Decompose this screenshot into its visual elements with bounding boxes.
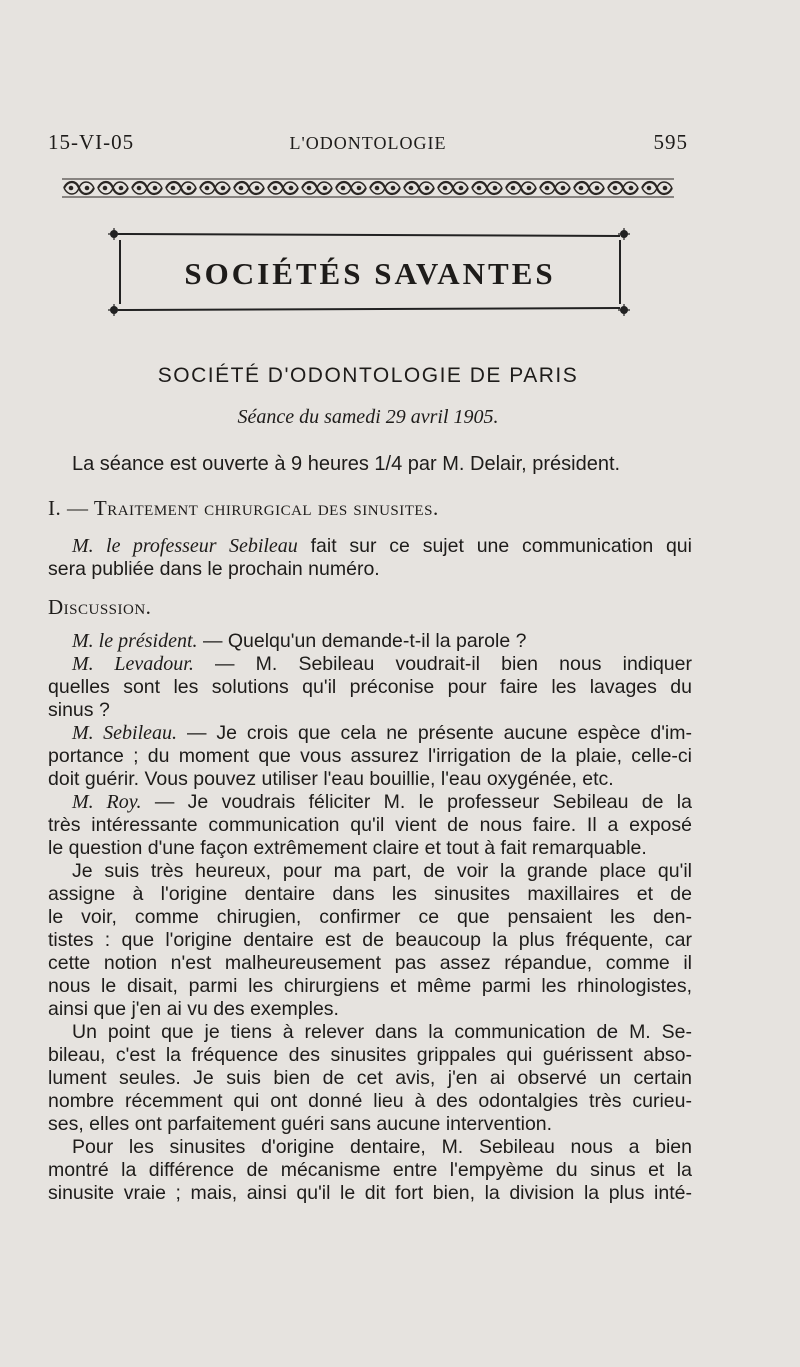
text-line: tistes : que l'origine dentaire est de beaucoup la plus fréquente, car [48, 929, 692, 951]
text-line: très intéressante communication qu'il vient de nous faire. Il a exposé [48, 814, 692, 836]
text-line: Pour les sinusites d'origine dentaire, M. Sebileau nous a bien [72, 1136, 692, 1158]
discussion-heading: Discussion. [48, 596, 152, 619]
text-line: sera publiée dans le prochain numéro. [48, 558, 380, 580]
text-line [48, 653, 692, 676]
text-line: Un point que je tiens à relever dans la communication de M. Se- [72, 1021, 692, 1043]
text-line: cette notion n'est malheureusement pas assez répandue, comme il [48, 952, 692, 974]
line-text: — Je voudrais féliciter M. le professeur Sebileau de la [141, 791, 692, 813]
text-line: bileau, c'est la fréquence des sinusites grippales qui guérissent abso- [48, 1044, 692, 1066]
speaker-name: M. le président. [72, 630, 198, 652]
speaker-name: M. Sebileau. [72, 722, 178, 744]
text-line: nombre récemment qui ont donné lieu à des odontalgies très curieu- [48, 1090, 692, 1112]
text-line: doit guérir. Vous pouvez utiliser l'eau bouillie, l'eau oxygénée, etc. [48, 768, 614, 790]
text-line: nous le disait, parmi les chirurgiens et même parmi les rhinologistes, [48, 975, 692, 997]
journal-title: L'ODONTOLOGIE [289, 133, 447, 153]
text-line: portance ; du moment que vous assurez l'irrigation de la plaie, celle-ci [48, 745, 692, 767]
text-line: assigne à l'origine dentaire dans les sinusites maxillaires et de [48, 883, 692, 905]
text-line: le voir, comme chirugien, confirmer ce que pensaient les den- [48, 906, 692, 928]
speaker-name: M. le professeur Sebileau [72, 535, 298, 557]
item-heading-block [48, 497, 692, 520]
text-line [48, 535, 692, 558]
opening-paragraph [48, 453, 692, 476]
text-line: sinus ? [48, 699, 110, 721]
decorative-ornament-band [62, 178, 674, 198]
society-name: SOCIÉTÉ D'ODONTOLOGIE DE PARIS [157, 364, 579, 387]
opening-line: La séance est ouverte à 9 heures 1/4 par M. Delair, président. [72, 453, 621, 475]
text-line [48, 791, 692, 814]
text-line: le question d'une façon extrêmement claire et tout à fait remarquable. [48, 837, 647, 859]
speaker-name: M. Roy. [72, 791, 142, 813]
text-line: quelles sont les solutions qu'il préconise pour faire les lavages du [48, 676, 692, 698]
communication-paragraph [48, 535, 692, 581]
text-line: ses, elles ont parfaitement guéri sans aucune intervention. [48, 1113, 553, 1135]
discussion-heading-block [48, 596, 692, 619]
discussion-body [48, 630, 692, 1205]
section-title-frame [100, 222, 640, 322]
text-line: montré la différence de mécanisme entre l'empyème du sinus et la [48, 1159, 692, 1181]
text-line: sinusite vraie ; mais, ainsi qu'il le dit fort bien, la division la plus inté- [48, 1182, 692, 1204]
section-title: SOCIÉTÉS SAVANTES [184, 256, 556, 291]
line-text: — Quelqu'un demande-t-il la parole ? [197, 630, 527, 652]
page-number: 595 [653, 130, 688, 154]
running-head [48, 130, 688, 160]
speaker-name: M. Levadour. [72, 653, 194, 675]
session-date: Séance du samedi 29 avril 1905. [237, 406, 499, 428]
text-line: ainsi que j'en ai vu des exemples. [48, 998, 339, 1020]
issue-date: 15-VI-05 [48, 130, 135, 154]
line-text: fait sur ce sujet une communication qui [297, 535, 692, 557]
text-line: lument seules. Je suis bien de cet avis, j'en ai observé un certain [48, 1067, 692, 1089]
item-heading: I. — Traitement chirurgical des sinusites. [48, 497, 439, 520]
line-text: — Je crois que cela ne présente aucune espèce d'im- [177, 722, 692, 744]
line-text: — M. Sebileau voudrait-il bien nous indiquer [193, 653, 692, 675]
text-line [48, 722, 692, 745]
text-line [48, 630, 692, 653]
text-line: Je suis très heureux, pour ma part, de voir la grande place qu'il [72, 860, 692, 882]
